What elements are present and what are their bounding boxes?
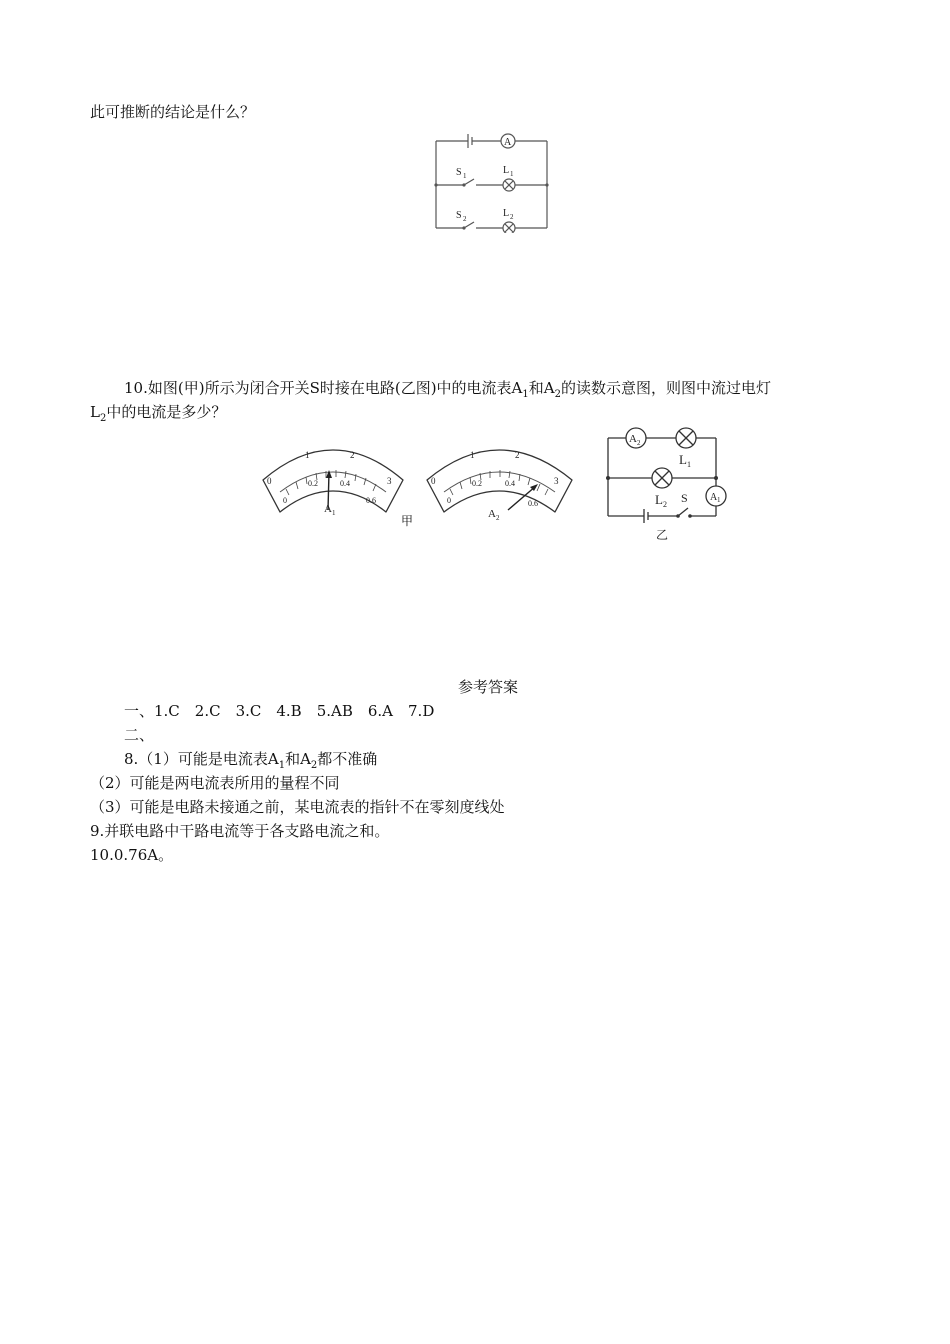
a1-inner-tick-0: 0 [283, 496, 287, 505]
parallel-circuit-diagram [430, 128, 555, 233]
question-text-part2: 和A [528, 379, 555, 397]
a2-inner-tick-0-4: 0.4 [505, 479, 515, 488]
a1-outer-tick-1: 1 [305, 450, 310, 460]
a1-outer-tick-3: 3 [387, 476, 392, 486]
answers-title: 参考答案 [458, 678, 519, 696]
answer-8-text-a: 8.（1）可能是电流表A [124, 750, 279, 768]
answer-8-text-b: 和A [285, 750, 311, 768]
a1-outer-tick-0: 0 [267, 476, 272, 486]
subscript-2: 2 [554, 389, 561, 400]
a2-outer-tick-0: 0 [431, 476, 436, 486]
a1-meter-subscript: 1 [717, 496, 721, 504]
lamp-l2-label: L [655, 492, 663, 507]
a2-label: A [488, 508, 496, 520]
answer-8-part2: （2）可能是两电流表所用的量程不同 [90, 774, 340, 792]
switch-s2-subscript: 2 [463, 215, 467, 223]
answer-8-subscript-2: 2 [310, 760, 318, 771]
answer-9: 9.并联电路中干路电流等于各支路电流之和。 [90, 822, 390, 840]
a1-subscript: 1 [332, 509, 336, 517]
a2-inner-tick-0: 0 [447, 496, 451, 505]
question-9-tail: 此可推断的结论是什么？ [90, 103, 256, 121]
answers-section-1: 一、1.C 2.C 3.C 4.B 5.AB 6.A 7.D [124, 702, 435, 720]
a2-subscript: 2 [496, 514, 500, 522]
subscript-l2: 2 [99, 413, 107, 424]
question-10-line2 [90, 401, 226, 430]
a2-meter-symbol: A [629, 433, 637, 445]
a1-meter-symbol: A [710, 492, 718, 503]
lamp-l1-subscript: 1 [510, 170, 514, 178]
lamp-l2-subscript: 2 [663, 500, 667, 509]
lamp-l1-subscript: 1 [687, 460, 691, 469]
lamp-l-text: L [90, 403, 100, 421]
answers-section-2: 二、 [124, 726, 155, 744]
a1-inner-tick-0-6: 0.6 [366, 496, 376, 505]
question-text-part1: 如图(甲)所示为闭合开关S时接在电路(乙图)中的电流表A [147, 379, 523, 397]
answer-8-subscript-1: 1 [278, 760, 286, 771]
ammeter-a1-dial [258, 440, 408, 522]
a2-meter-subscript: 2 [637, 439, 641, 447]
question-text-rest: 中的电流是多少？ [106, 403, 227, 421]
a2-outer-tick-1: 1 [470, 450, 475, 460]
figure-jia-caption: 甲 [401, 514, 414, 528]
a1-label: A [324, 503, 332, 515]
subscript-1: 1 [522, 389, 529, 400]
ammeter-a2-dial [422, 440, 577, 522]
a1-inner-tick-0-2: 0.2 [308, 479, 318, 488]
lamp-l2-label: L [503, 208, 510, 219]
switch-s2-label: S [456, 210, 462, 221]
a2-outer-tick-2: 2 [515, 450, 520, 460]
question-number: 10. [124, 379, 148, 397]
lamp-l2-subscript: 2 [510, 213, 514, 221]
figure-yi-caption: 乙 [656, 528, 669, 542]
switch-s1-label: S [456, 167, 462, 178]
answer-8-text-c: 都不准确 [317, 750, 378, 768]
ammeter-symbol: A [504, 137, 512, 148]
circuit-yi-diagram [598, 420, 738, 542]
a2-inner-tick-0-6: 0.6 [528, 499, 538, 508]
answer-10: 10.0.76A。 [90, 846, 174, 864]
a2-inner-tick-0-2: 0.2 [472, 479, 482, 488]
a1-inner-tick-0-4: 0.4 [340, 479, 350, 488]
a2-outer-tick-3: 3 [554, 476, 559, 486]
answer-8-part3: （3）可能是电路未接通之前，某电流表的指针不在零刻度线处 [90, 798, 505, 816]
switch-s-label: S [681, 491, 688, 505]
switch-s1-subscript: 1 [463, 172, 467, 180]
a1-outer-tick-2: 2 [350, 450, 355, 460]
lamp-l1-label: L [679, 452, 687, 467]
lamp-l1-label: L [503, 165, 510, 176]
question-text-part3: 的读数示意图，则图中流过电灯 [560, 379, 771, 397]
